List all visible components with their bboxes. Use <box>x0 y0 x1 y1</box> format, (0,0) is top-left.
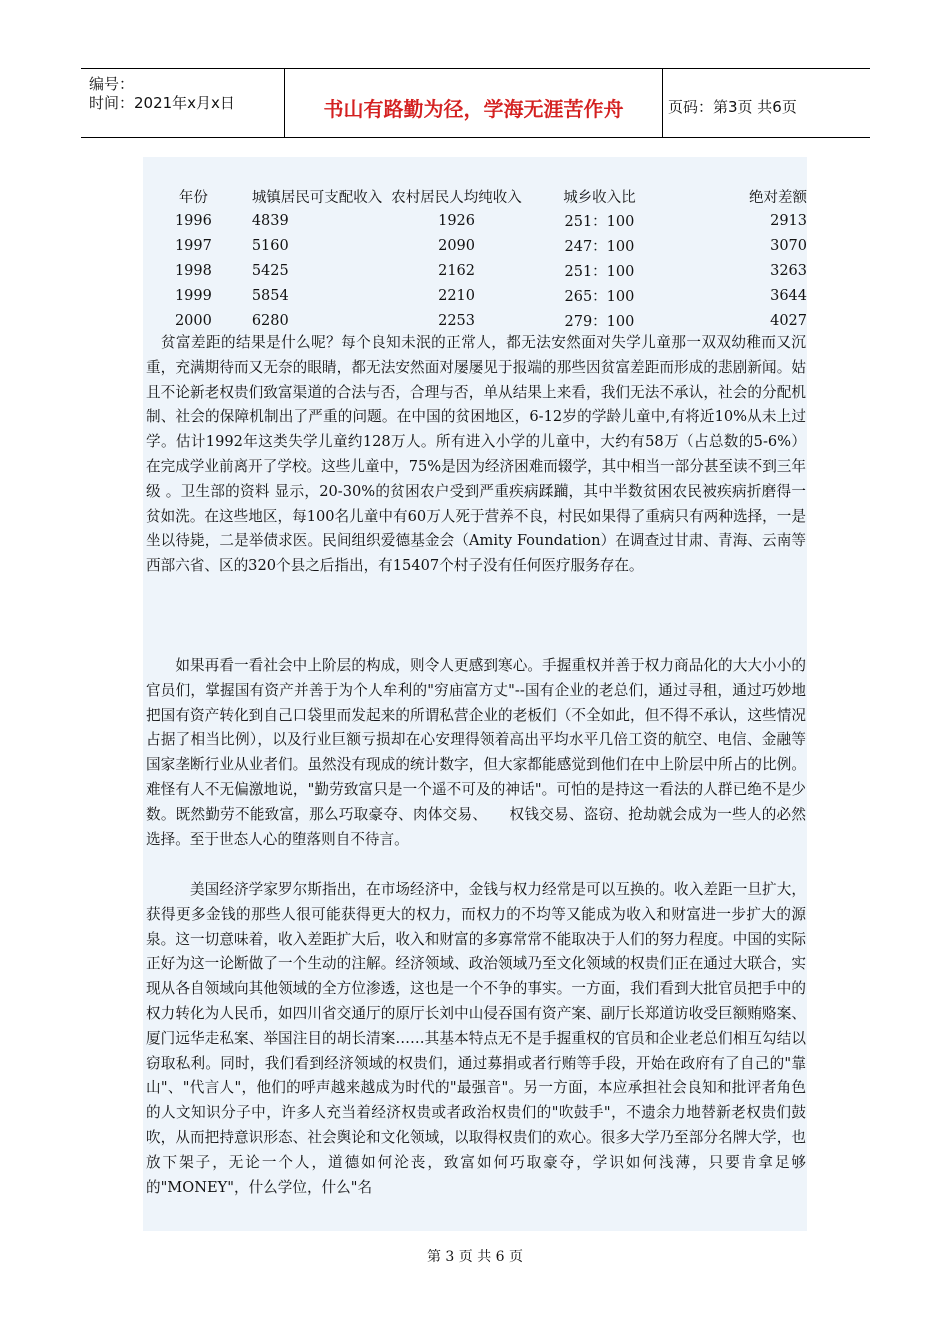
table-row <box>147 208 807 233</box>
column-header-ratio: 城乡收入比 <box>563 189 636 206</box>
table-cell: 251：100 <box>564 264 635 280</box>
table-cell: 2090 <box>438 237 475 254</box>
table-cell: 2210 <box>438 287 475 304</box>
table-cell: 1998 <box>174 262 212 279</box>
table-cell: 2913 <box>770 212 807 229</box>
column-header-difference: 绝对差额 <box>749 189 807 206</box>
header-motto-cell <box>285 69 663 137</box>
table-cell: 279：100 <box>564 314 635 330</box>
table-cell: 1996 <box>174 212 212 229</box>
header-page-cell <box>663 69 870 137</box>
table-cell: 1997 <box>174 237 212 254</box>
column-header-rural: 农村居民人均纯收入 <box>391 189 522 206</box>
table-cell: 4839 <box>251 212 289 229</box>
table-cell: 5425 <box>251 262 289 279</box>
header-meta-cell <box>81 69 285 137</box>
table-row <box>147 233 807 258</box>
table-cell: 3644 <box>770 287 807 304</box>
table-header-row <box>147 184 807 208</box>
table-row <box>147 258 807 283</box>
table-cell: 3263 <box>770 262 807 279</box>
paragraph-rawls: 美国经济学家罗尔斯指出，在市场经济中，金钱与权力经常是可以互换的。收入差距一旦扩大，获得更多金钱的那些人很可能获得更大的权力，而权力的不均等又能成为收入和财富进一步扩大的源泉。这一切意味着，收入差距扩大后，收入和财富的多寡常常不能取决于人们的努力程度。中国的实际正好为这一论断做了一个生动的注解。经济领域、政治领域乃至文化领域的权贵们正在通过大联合，实现从各自领域向其他领域的全方位渗透，这也是一个不争的事实。一方面，我们看到大批官员把手中的权力转化为人民币，如四川省交通厅的原厅长刘中山侵吞国有资产案、副厅长郑道访收受巨额贿赂案、厦门远华走私案、举国注目的胡长清案……其基本特点无不是手握重权的官员和企业老总们相互勾结以窃取私利。同时，我们看到经济领域的权贵们，通过募捐或者行贿等手段，开始在政府有了自己的"靠山"、"代言人"，他们的呼声越来越成为时代的"最强音"。另一方面，本应承担社会良知和批评者角色的人文知识分子中，许多人充当着经济权贵或者政治权贵们的"吹鼓手"，不遗余力地替新老权贵们鼓吹，从而把持意识形态、社会舆论和文化领域，以取得权贵们的欢心。很多大学乃至部分名牌大学，也放下架子，无论一个人，道德如何沦丧，致富如何巧取豪夺，学识如何浅薄，只要肯拿足够的"MONEY"，什么学位，什么"名 <box>146 881 806 1196</box>
table-cell: 5854 <box>251 287 289 304</box>
date-label: 时间：2021年x月x日 <box>89 94 235 112</box>
serial-label: 编号： <box>89 75 135 93</box>
income-table <box>147 184 807 333</box>
table-cell: 265：100 <box>564 289 635 305</box>
table-cell: 2253 <box>438 312 475 329</box>
table-cell: 1999 <box>174 287 212 304</box>
motto: 书山有路勤为径，学海无涯苦作舟 <box>323 97 624 121</box>
paragraph-upper-class: 如果再看一看社会中上阶层的构成，则令人更感到寒心。手握重权并善于权力商品化的大大小小的官员们，掌握国有资产并善于为个人牟利的"穷庙富方丈"--国有企业的老总们，通过寻租，通过巧妙地把国有资产转化到自己口袋里而发起来的所谓私营企业的老板们（不全如此，但不得不承认，这些情况占据了相当比例），以及行业巨额亏损却在心安理得领着高出平均水平几倍工资的航空、电信、金融等国家垄断行业从业者们。虽然没有现成的统计数字，但大家都能感觉到他们在中上阶层中所占的比例。难怪有人不无偏激地说，"勤劳致富只是一个遥不可及的神话"。可怕的是持这一看法的人群已绝不是少数。既然勤劳不能致富，那么巧取豪夺、肉体交易、 权钱交易、盗窃、抢劫就会成为一些人的必然选择。至于世态人心的堕落则自不待言。 <box>146 657 806 848</box>
page-header <box>81 68 870 138</box>
table-cell: 2000 <box>174 312 212 329</box>
table-cell: 247：100 <box>564 239 635 255</box>
table-cell: 251：100 <box>564 214 635 230</box>
table-cell: 1926 <box>438 212 475 229</box>
column-header-urban: 城镇居民可支配收入 <box>251 189 383 206</box>
table-cell: 3070 <box>770 237 807 254</box>
column-header-year: 年份 <box>178 189 208 206</box>
table-cell: 6280 <box>251 312 289 329</box>
table-row <box>147 308 807 333</box>
content-area <box>143 157 807 1231</box>
page-info: 页码：第3页 共6页 <box>668 98 797 116</box>
table-cell: 2162 <box>438 262 475 279</box>
table-cell: 4027 <box>770 312 807 329</box>
paragraph-poverty-consequences: 贫富差距的结果是什么呢？每个良知未泯的正常人，都无法安然面对失学儿童那一双双幼稚而又沉重，充满期待而又无奈的眼睛，都无法安然面对屡屡见于报端的那些因贫富差距而形成的悲剧新闻。姑且不论新老权贵们致富渠道的合法与否，合理与否，单从结果上来看，我们无法不承认，社会的分配机制、社会的保障机制出了严重的问题。在中国的贫困地区，6-12岁的学龄儿童中,有将近10%从未上过学。估计1992年这类失学儿童约128万人。所有进入小学的儿童中，大约有58万（占总数的5-6%）在完成学业前离开了学校。这些儿童中，75%是因为经济困难而辍学，其中相当一部分甚至读不到三年级 。卫生部的资料 显示，20-30%的贫困农户受到严重疾病蹂躏，其中半数贫困农民被疾病折磨得一贫如洗。在这些地区，每100名儿童中有60万人死于营养不良，村民如果得了重病只有两种选择，一是坐以待毙，二是举债求医。民间组织爱德基金会（Amity Foundation）在调查过甘肃、青海、云南等西部六省、区的320个县之后指出，有15407个村子没有任何医疗服务存在。 <box>146 334 806 575</box>
page-footer: 第 3 页 共 6 页 <box>426 1249 524 1265</box>
table-row <box>147 283 807 308</box>
table-cell: 5160 <box>251 237 289 254</box>
